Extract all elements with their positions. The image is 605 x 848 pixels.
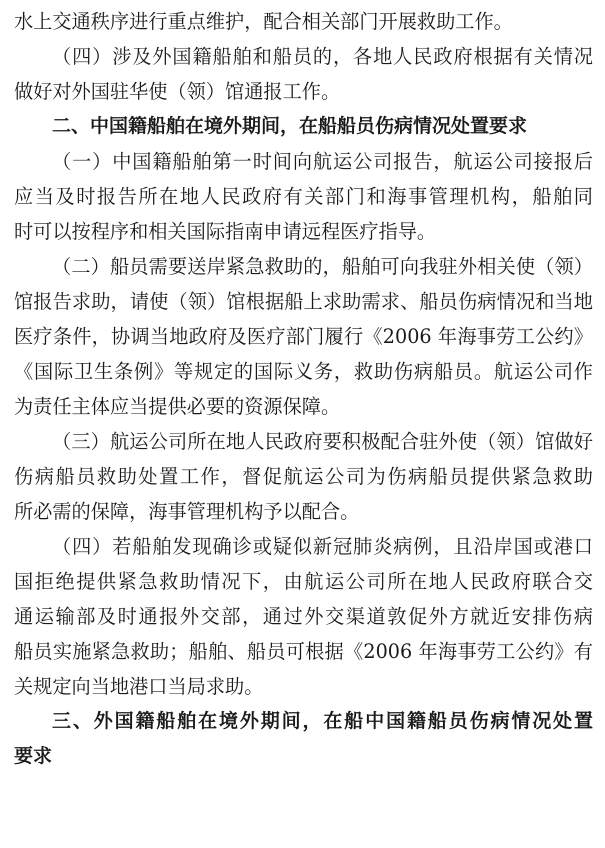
heading-text: 要求 [14, 745, 53, 767]
paragraph-2-4 [14, 529, 593, 704]
text-line: 国拒绝提供紧急救助情况下，由航运公司所在地人民政府联合交 [14, 570, 593, 593]
heading-text: 三、外国籍船舶在境外期间，在船中国籍船员伤病情况处置 [52, 710, 593, 732]
text-line: 应当及时报告所在地人民政府有关部门和海事管理机构，船舶同 [14, 185, 593, 208]
text-line: 伤病船员救助处置工作，督促航运公司为伤病船员提供紧急救助 [14, 465, 593, 488]
text-line: （三）航运公司所在地人民政府要积极配合驻外使（领）馆做好 [52, 430, 593, 453]
paragraph-fragment [14, 4, 593, 39]
text-line: 做好对外国驻华使（领）馆通报工作。 [14, 80, 341, 103]
text-line: （四）涉及外国籍船舶和船员的，各地人民政府根据有关情况 [52, 45, 593, 68]
paragraph-foreign-vessels-notification [14, 39, 593, 109]
text-line: （四）若船舶发现确诊或疑似新冠肺炎病例，且沿岸国或港口 [52, 535, 593, 558]
section-heading-2 [14, 109, 593, 144]
text-line: （二）船员需要送岸紧急救助的，船舶可向我驻外相关使（领） [52, 255, 593, 278]
text-line: 时可以按程序和相关国际指南申请远程医疗指导。 [14, 220, 437, 243]
text-line: 为责任主体应当提供必要的资源保障。 [14, 395, 341, 418]
text-line: 通运输部及时通报外交部，通过外交渠道敦促外方就近安排伤病 [14, 605, 593, 628]
paragraph-2-1 [14, 144, 593, 249]
text-line: （一）中国籍船舶第一时间向航运公司报告，航运公司接报后 [52, 150, 593, 173]
text-line: 医疗条件，协调当地政府及医疗部门履行《2006 年海事劳工公约》 [14, 325, 593, 348]
text-line: 馆报告求助，请使（领）馆根据船上求助需求、船员伤病情况和当地 [14, 290, 593, 313]
section-heading-3 [14, 704, 593, 774]
paragraph-2-2 [14, 249, 593, 424]
heading-text: 二、中国籍船舶在境外期间，在船船员伤病情况处置要求 [52, 115, 528, 137]
paragraph-2-3 [14, 424, 593, 529]
text-line: 《国际卫生条例》等规定的国际义务，救助伤病船员。航运公司作 [14, 360, 593, 383]
text-line: 所必需的保障，海事管理机构予以配合。 [14, 500, 360, 523]
text-line: 水上交通秩序进行重点维护，配合相关部门开展救助工作。 [14, 10, 513, 33]
text-line: 船员实施紧急救助；船舶、船员可根据《2006 年海事劳工公约》有 [14, 640, 593, 663]
text-line: 关规定向当地港口当局求助。 [14, 675, 264, 698]
